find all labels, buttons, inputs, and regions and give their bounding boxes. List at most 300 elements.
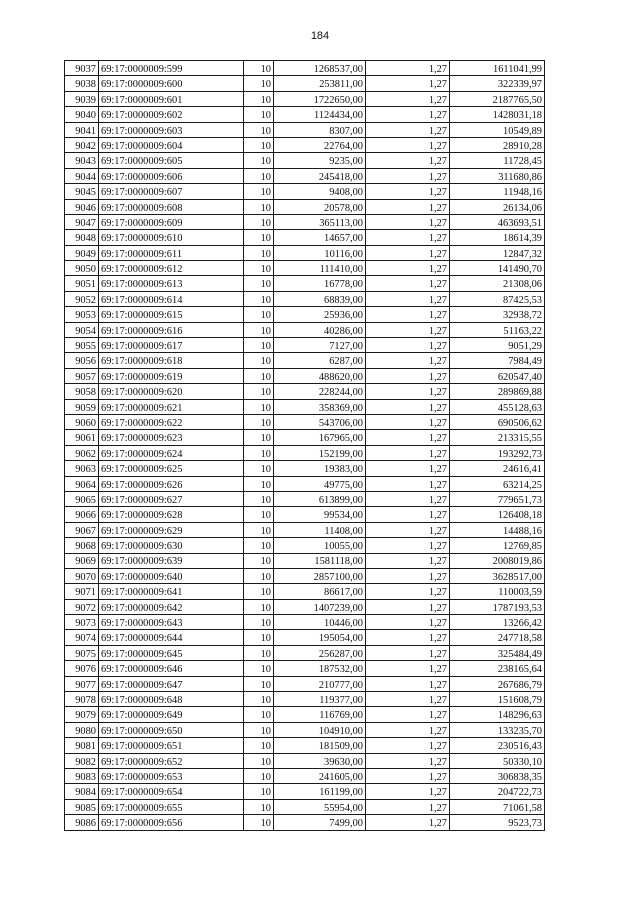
coefficient-cell: 1,27 [366, 322, 450, 337]
cadastral-number-cell: 69:17:0000009:617 [99, 338, 244, 353]
cadastral-number-cell: 69:17:0000009:608 [99, 199, 244, 214]
value-cell: 193292,73 [450, 445, 545, 460]
group-cell: 10 [244, 692, 274, 707]
group-cell: 10 [244, 491, 274, 506]
area-cell: 613899,00 [274, 491, 366, 506]
group-cell: 10 [244, 538, 274, 553]
value-cell: 2008019,86 [450, 553, 545, 568]
cadastral-number-cell: 69:17:0000009:644 [99, 630, 244, 645]
value-cell: 51163,22 [450, 322, 545, 337]
cadastral-number-cell: 69:17:0000009:628 [99, 507, 244, 522]
area-cell: 14657,00 [274, 230, 366, 245]
area-cell: 245418,00 [274, 168, 366, 183]
group-cell: 10 [244, 568, 274, 583]
group-cell: 10 [244, 676, 274, 691]
value-cell: 11728,45 [450, 153, 545, 168]
area-cell: 20578,00 [274, 199, 366, 214]
cadastral-number-cell: 69:17:0000009:606 [99, 168, 244, 183]
table-row [65, 738, 545, 753]
group-cell: 10 [244, 430, 274, 445]
coefficient-cell: 1,27 [366, 738, 450, 753]
coefficient-cell: 1,27 [366, 768, 450, 783]
coefficient-cell: 1,27 [366, 76, 450, 91]
coefficient-cell: 1,27 [366, 214, 450, 229]
area-cell: 9235,00 [274, 153, 366, 168]
area-cell: 161199,00 [274, 784, 366, 799]
row-number-cell: 9085 [65, 799, 99, 814]
value-cell: 2187765,50 [450, 91, 545, 106]
value-cell: 204722,73 [450, 784, 545, 799]
area-cell: 181509,00 [274, 738, 366, 753]
area-cell: 111410,00 [274, 261, 366, 276]
row-number-cell: 9043 [65, 153, 99, 168]
value-cell: 267686,79 [450, 676, 545, 691]
cadastral-number-cell: 69:17:0000009:612 [99, 261, 244, 276]
table-row [65, 753, 545, 768]
value-cell: 7984,49 [450, 353, 545, 368]
coefficient-cell: 1,27 [366, 353, 450, 368]
row-number-cell: 9060 [65, 414, 99, 429]
coefficient-cell: 1,27 [366, 61, 450, 76]
cadastral-number-cell: 69:17:0000009:648 [99, 692, 244, 707]
group-cell: 10 [244, 507, 274, 522]
group-cell: 10 [244, 599, 274, 614]
table-row [65, 507, 545, 522]
area-cell: 1124434,00 [274, 107, 366, 122]
area-cell: 210777,00 [274, 676, 366, 691]
group-cell: 10 [244, 107, 274, 122]
coefficient-cell: 1,27 [366, 91, 450, 106]
coefficient-cell: 1,27 [366, 153, 450, 168]
value-cell: 50330,10 [450, 753, 545, 768]
page-number: 184 [310, 30, 330, 42]
coefficient-cell: 1,27 [366, 384, 450, 399]
row-number-cell: 9070 [65, 568, 99, 583]
cadastral-number-cell: 69:17:0000009:624 [99, 445, 244, 460]
coefficient-cell: 1,27 [366, 568, 450, 583]
value-cell: 14488,16 [450, 522, 545, 537]
coefficient-cell: 1,27 [366, 168, 450, 183]
row-number-cell: 9064 [65, 476, 99, 491]
coefficient-cell: 1,27 [366, 538, 450, 553]
area-cell: 19383,00 [274, 461, 366, 476]
value-cell: 213315,55 [450, 430, 545, 445]
coefficient-cell: 1,27 [366, 461, 450, 476]
value-cell: 26134,06 [450, 199, 545, 214]
cadastral-number-cell: 69:17:0000009:642 [99, 599, 244, 614]
coefficient-cell: 1,27 [366, 722, 450, 737]
value-cell: 690506,62 [450, 414, 545, 429]
cadastral-number-cell: 69:17:0000009:627 [99, 491, 244, 506]
coefficient-cell: 1,27 [366, 261, 450, 276]
row-number-cell: 9074 [65, 630, 99, 645]
row-number-cell: 9086 [65, 815, 99, 830]
value-cell: 12769,85 [450, 538, 545, 553]
group-cell: 10 [244, 661, 274, 676]
row-number-cell: 9039 [65, 91, 99, 106]
table-row [65, 676, 545, 691]
coefficient-cell: 1,27 [366, 399, 450, 414]
area-cell: 365113,00 [274, 214, 366, 229]
row-number-cell: 9054 [65, 322, 99, 337]
table-row [65, 645, 545, 660]
value-cell: 289869,88 [450, 384, 545, 399]
coefficient-cell: 1,27 [366, 630, 450, 645]
value-cell: 126408,18 [450, 507, 545, 522]
cadastral-number-cell: 69:17:0000009:639 [99, 553, 244, 568]
area-cell: 119377,00 [274, 692, 366, 707]
value-cell: 306838,35 [450, 768, 545, 783]
row-number-cell: 9057 [65, 368, 99, 383]
area-cell: 9408,00 [274, 184, 366, 199]
coefficient-cell: 1,27 [366, 553, 450, 568]
row-number-cell: 9071 [65, 584, 99, 599]
cadastral-number-cell: 69:17:0000009:621 [99, 399, 244, 414]
coefficient-cell: 1,27 [366, 107, 450, 122]
group-cell: 10 [244, 261, 274, 276]
coefficient-cell: 1,27 [366, 584, 450, 599]
coefficient-cell: 1,27 [366, 599, 450, 614]
group-cell: 10 [244, 122, 274, 137]
table-row [65, 261, 545, 276]
value-cell: 18614,39 [450, 230, 545, 245]
coefficient-cell: 1,27 [366, 753, 450, 768]
group-cell: 10 [244, 707, 274, 722]
value-cell: 1611041,99 [450, 61, 545, 76]
cadastral-number-cell: 69:17:0000009:629 [99, 522, 244, 537]
group-cell: 10 [244, 214, 274, 229]
area-cell: 253811,00 [274, 76, 366, 91]
group-cell: 10 [244, 784, 274, 799]
coefficient-cell: 1,27 [366, 230, 450, 245]
group-cell: 10 [244, 338, 274, 353]
area-cell: 10116,00 [274, 245, 366, 260]
row-number-cell: 9083 [65, 768, 99, 783]
table-row [65, 399, 545, 414]
group-cell: 10 [244, 368, 274, 383]
area-cell: 2857100,00 [274, 568, 366, 583]
row-number-cell: 9082 [65, 753, 99, 768]
area-cell: 167965,00 [274, 430, 366, 445]
value-cell: 87425,53 [450, 291, 545, 306]
coefficient-cell: 1,27 [366, 276, 450, 291]
cadastral-number-cell: 69:17:0000009:601 [99, 91, 244, 106]
area-cell: 68839,00 [274, 291, 366, 306]
cadastral-number-cell: 69:17:0000009:640 [99, 568, 244, 583]
row-number-cell: 9049 [65, 245, 99, 260]
row-number-cell: 9073 [65, 615, 99, 630]
coefficient-cell: 1,27 [366, 491, 450, 506]
cadastral-number-cell: 69:17:0000009:649 [99, 707, 244, 722]
cadastral-number-cell: 69:17:0000009:611 [99, 245, 244, 260]
cadastral-number-cell: 69:17:0000009:620 [99, 384, 244, 399]
value-cell: 322339,97 [450, 76, 545, 91]
value-cell: 24616,41 [450, 461, 545, 476]
area-cell: 10446,00 [274, 615, 366, 630]
coefficient-cell: 1,27 [366, 368, 450, 383]
group-cell: 10 [244, 445, 274, 460]
coefficient-cell: 1,27 [366, 199, 450, 214]
group-cell: 10 [244, 399, 274, 414]
table-row [65, 322, 545, 337]
row-number-cell: 9055 [65, 338, 99, 353]
table-row [65, 353, 545, 368]
area-cell: 7127,00 [274, 338, 366, 353]
area-cell: 256287,00 [274, 645, 366, 660]
row-number-cell: 9068 [65, 538, 99, 553]
coefficient-cell: 1,27 [366, 307, 450, 322]
area-cell: 116769,00 [274, 707, 366, 722]
area-cell: 104910,00 [274, 722, 366, 737]
table-row [65, 538, 545, 553]
area-cell: 358369,00 [274, 399, 366, 414]
cadastral-number-cell: 69:17:0000009:651 [99, 738, 244, 753]
cadastral-number-cell: 69:17:0000009:641 [99, 584, 244, 599]
table-row [65, 491, 545, 506]
value-cell: 325484,49 [450, 645, 545, 660]
area-cell: 10055,00 [274, 538, 366, 553]
group-cell: 10 [244, 61, 274, 76]
row-number-cell: 9050 [65, 261, 99, 276]
area-cell: 99534,00 [274, 507, 366, 522]
cadastral-number-cell: 69:17:0000009:650 [99, 722, 244, 737]
coefficient-cell: 1,27 [366, 338, 450, 353]
row-number-cell: 9051 [65, 276, 99, 291]
area-cell: 543706,00 [274, 414, 366, 429]
row-number-cell: 9061 [65, 430, 99, 445]
area-cell: 152199,00 [274, 445, 366, 460]
value-cell: 1787193,53 [450, 599, 545, 614]
group-cell: 10 [244, 476, 274, 491]
value-cell: 10549,89 [450, 122, 545, 137]
row-number-cell: 9081 [65, 738, 99, 753]
table-row [65, 199, 545, 214]
cadastral-number-cell: 69:17:0000009:646 [99, 661, 244, 676]
table-row [65, 553, 545, 568]
table-row [65, 445, 545, 460]
registry-table [64, 60, 545, 831]
row-number-cell: 9048 [65, 230, 99, 245]
table-row [65, 61, 545, 76]
area-cell: 25936,00 [274, 307, 366, 322]
row-number-cell: 9075 [65, 645, 99, 660]
value-cell: 779651,73 [450, 491, 545, 506]
coefficient-cell: 1,27 [366, 414, 450, 429]
group-cell: 10 [244, 815, 274, 830]
cadastral-number-cell: 69:17:0000009:610 [99, 230, 244, 245]
cadastral-number-cell: 69:17:0000009:622 [99, 414, 244, 429]
group-cell: 10 [244, 384, 274, 399]
cadastral-number-cell: 69:17:0000009:626 [99, 476, 244, 491]
coefficient-cell: 1,27 [366, 676, 450, 691]
table-row [65, 815, 545, 830]
area-cell: 7499,00 [274, 815, 366, 830]
value-cell: 247718,58 [450, 630, 545, 645]
table-row [65, 276, 545, 291]
value-cell: 21308,06 [450, 276, 545, 291]
value-cell: 1428031,18 [450, 107, 545, 122]
table-row [65, 692, 545, 707]
cadastral-number-cell: 69:17:0000009:609 [99, 214, 244, 229]
table-row [65, 214, 545, 229]
coefficient-cell: 1,27 [366, 692, 450, 707]
table-row [65, 122, 545, 137]
row-number-cell: 9067 [65, 522, 99, 537]
row-number-cell: 9062 [65, 445, 99, 460]
group-cell: 10 [244, 645, 274, 660]
group-cell: 10 [244, 245, 274, 260]
group-cell: 10 [244, 584, 274, 599]
coefficient-cell: 1,27 [366, 245, 450, 260]
area-cell: 55954,00 [274, 799, 366, 814]
group-cell: 10 [244, 322, 274, 337]
cadastral-number-cell: 69:17:0000009:613 [99, 276, 244, 291]
table-row [65, 291, 545, 306]
cadastral-number-cell: 69:17:0000009:618 [99, 353, 244, 368]
value-cell: 151608,79 [450, 692, 545, 707]
cadastral-number-cell: 69:17:0000009:655 [99, 799, 244, 814]
group-cell: 10 [244, 722, 274, 737]
value-cell: 13266,42 [450, 615, 545, 630]
group-cell: 10 [244, 230, 274, 245]
group-cell: 10 [244, 522, 274, 537]
coefficient-cell: 1,27 [366, 137, 450, 152]
value-cell: 28910,28 [450, 137, 545, 152]
coefficient-cell: 1,27 [366, 507, 450, 522]
group-cell: 10 [244, 276, 274, 291]
row-number-cell: 9052 [65, 291, 99, 306]
value-cell: 463693,51 [450, 214, 545, 229]
area-cell: 40286,00 [274, 322, 366, 337]
table-row [65, 230, 545, 245]
cadastral-number-cell: 69:17:0000009:643 [99, 615, 244, 630]
cadastral-number-cell: 69:17:0000009:614 [99, 291, 244, 306]
row-number-cell: 9077 [65, 676, 99, 691]
group-cell: 10 [244, 615, 274, 630]
coefficient-cell: 1,27 [366, 799, 450, 814]
group-cell: 10 [244, 184, 274, 199]
cadastral-number-cell: 69:17:0000009:603 [99, 122, 244, 137]
table-row [65, 768, 545, 783]
group-cell: 10 [244, 168, 274, 183]
area-cell: 8307,00 [274, 122, 366, 137]
cadastral-number-cell: 69:17:0000009:600 [99, 76, 244, 91]
cadastral-number-cell: 69:17:0000009:653 [99, 768, 244, 783]
row-number-cell: 9045 [65, 184, 99, 199]
table-row [65, 799, 545, 814]
group-cell: 10 [244, 768, 274, 783]
area-cell: 187532,00 [274, 661, 366, 676]
area-cell: 1581118,00 [274, 553, 366, 568]
coefficient-cell: 1,27 [366, 815, 450, 830]
group-cell: 10 [244, 630, 274, 645]
cadastral-number-cell: 69:17:0000009:645 [99, 645, 244, 660]
value-cell: 238165,64 [450, 661, 545, 676]
group-cell: 10 [244, 91, 274, 106]
area-cell: 49775,00 [274, 476, 366, 491]
row-number-cell: 9047 [65, 214, 99, 229]
cadastral-number-cell: 69:17:0000009:619 [99, 368, 244, 383]
value-cell: 455128,63 [450, 399, 545, 414]
table-row [65, 368, 545, 383]
row-number-cell: 9078 [65, 692, 99, 707]
value-cell: 620547,40 [450, 368, 545, 383]
group-cell: 10 [244, 153, 274, 168]
cadastral-number-cell: 69:17:0000009:654 [99, 784, 244, 799]
group-cell: 10 [244, 414, 274, 429]
group-cell: 10 [244, 353, 274, 368]
table-row [65, 784, 545, 799]
table-row [65, 661, 545, 676]
group-cell: 10 [244, 291, 274, 306]
cadastral-number-cell: 69:17:0000009:605 [99, 153, 244, 168]
table-row [65, 184, 545, 199]
value-cell: 11948,16 [450, 184, 545, 199]
coefficient-cell: 1,27 [366, 122, 450, 137]
table-row [65, 384, 545, 399]
row-number-cell: 9058 [65, 384, 99, 399]
coefficient-cell: 1,27 [366, 476, 450, 491]
table-row [65, 568, 545, 583]
group-cell: 10 [244, 307, 274, 322]
row-number-cell: 9066 [65, 507, 99, 522]
group-cell: 10 [244, 553, 274, 568]
area-cell: 488620,00 [274, 368, 366, 383]
coefficient-cell: 1,27 [366, 661, 450, 676]
table-row [65, 615, 545, 630]
cadastral-number-cell: 69:17:0000009:647 [99, 676, 244, 691]
table-row [65, 137, 545, 152]
cadastral-number-cell: 69:17:0000009:623 [99, 430, 244, 445]
group-cell: 10 [244, 461, 274, 476]
row-number-cell: 9044 [65, 168, 99, 183]
row-number-cell: 9037 [65, 61, 99, 76]
group-cell: 10 [244, 753, 274, 768]
group-cell: 10 [244, 76, 274, 91]
coefficient-cell: 1,27 [366, 707, 450, 722]
value-cell: 133235,70 [450, 722, 545, 737]
table-row [65, 630, 545, 645]
area-cell: 39630,00 [274, 753, 366, 768]
cadastral-number-cell: 69:17:0000009:602 [99, 107, 244, 122]
value-cell: 71061,58 [450, 799, 545, 814]
value-cell: 141490,70 [450, 261, 545, 276]
value-cell: 32938,72 [450, 307, 545, 322]
value-cell: 311680,86 [450, 168, 545, 183]
row-number-cell: 9063 [65, 461, 99, 476]
row-number-cell: 9046 [65, 199, 99, 214]
row-number-cell: 9080 [65, 722, 99, 737]
value-cell: 230516,43 [450, 738, 545, 753]
row-number-cell: 9072 [65, 599, 99, 614]
row-number-cell: 9065 [65, 491, 99, 506]
cadastral-number-cell: 69:17:0000009:607 [99, 184, 244, 199]
area-cell: 16778,00 [274, 276, 366, 291]
row-number-cell: 9040 [65, 107, 99, 122]
table-row [65, 107, 545, 122]
coefficient-cell: 1,27 [366, 291, 450, 306]
coefficient-cell: 1,27 [366, 184, 450, 199]
table-row [65, 430, 545, 445]
table-row [65, 522, 545, 537]
coefficient-cell: 1,27 [366, 445, 450, 460]
group-cell: 10 [244, 199, 274, 214]
table-row [65, 414, 545, 429]
group-cell: 10 [244, 738, 274, 753]
cadastral-number-cell: 69:17:0000009:630 [99, 538, 244, 553]
row-number-cell: 9038 [65, 76, 99, 91]
area-cell: 6287,00 [274, 353, 366, 368]
